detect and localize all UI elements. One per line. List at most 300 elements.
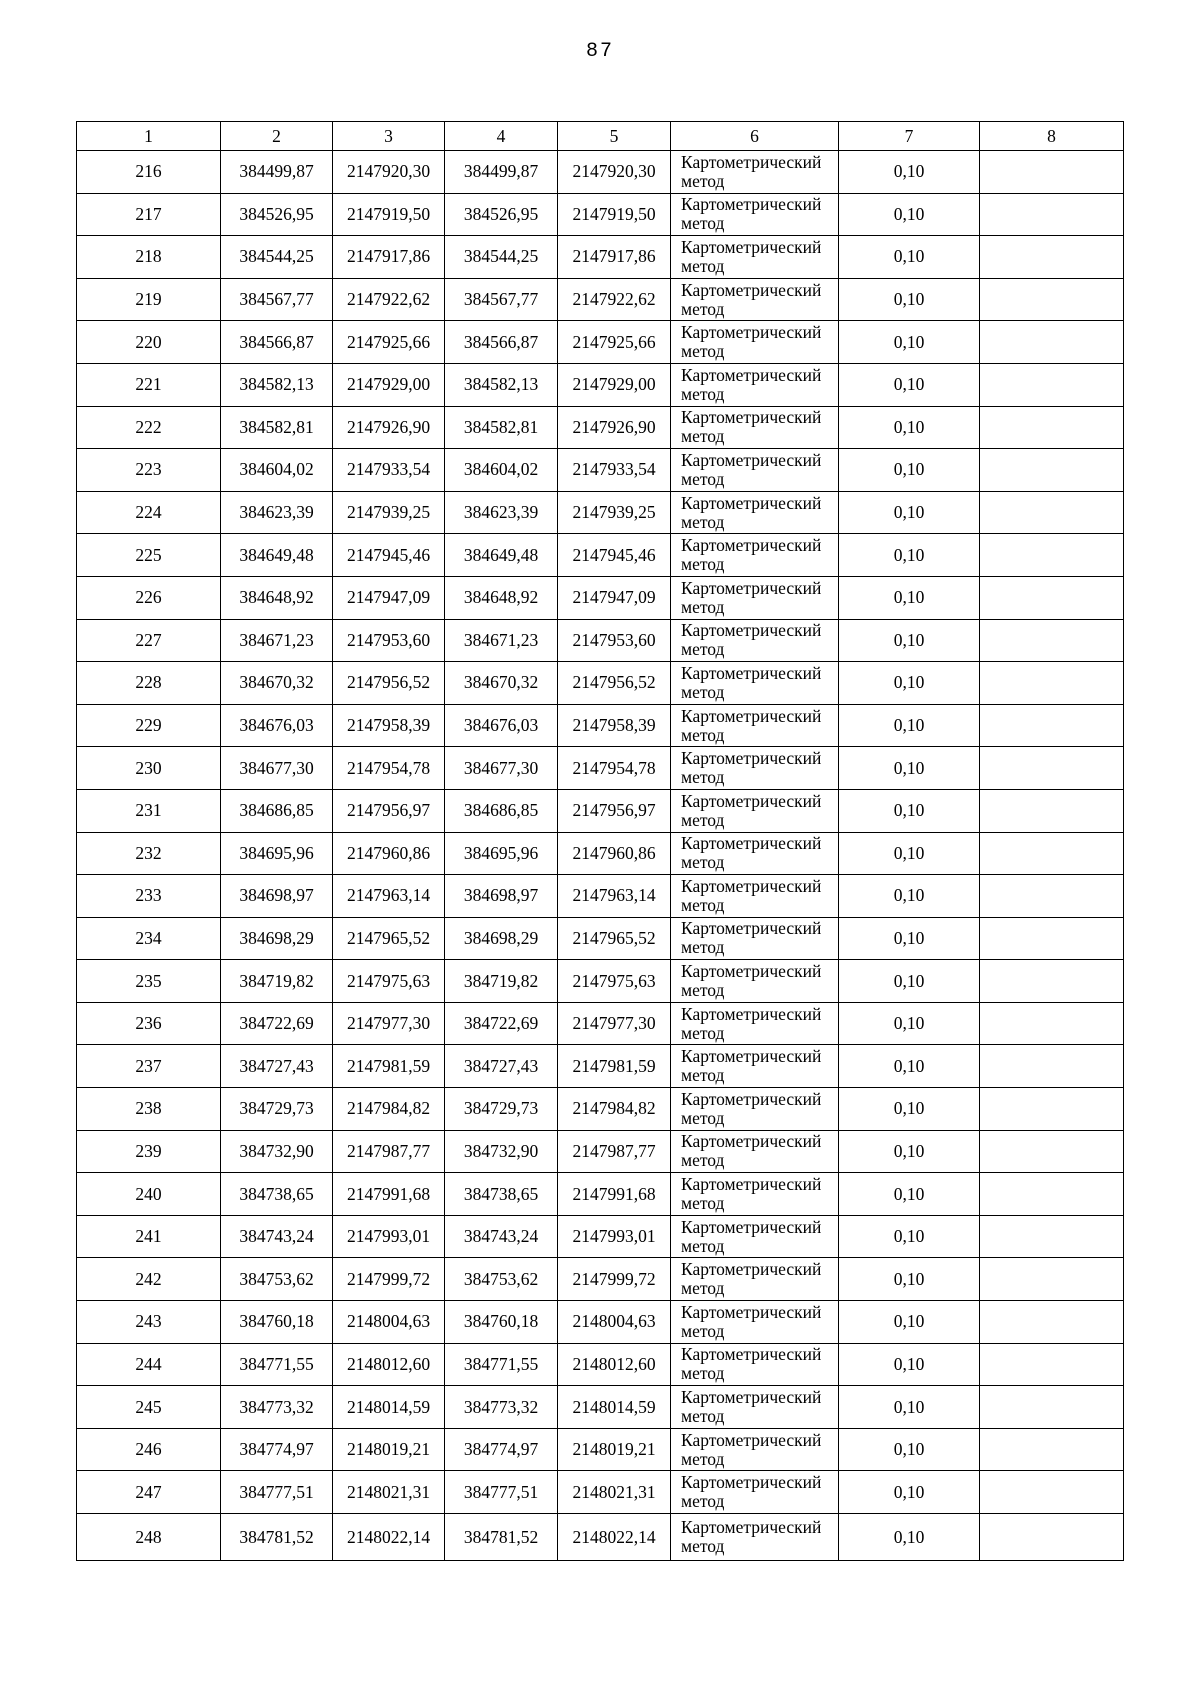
accuracy-cell: 0,10 (839, 449, 980, 492)
y-coordinate-cell: 2147920,30 (558, 151, 671, 194)
y-coordinate-cell: 2147933,54 (558, 449, 671, 492)
method-cell (671, 747, 839, 790)
y-coordinate-cell: 2147939,25 (558, 491, 671, 534)
y-coordinate-cell: 2148021,31 (333, 1471, 445, 1514)
method-text-line2: метод (681, 1193, 725, 1214)
method-cell (671, 704, 839, 747)
method-cell (671, 832, 839, 875)
method-text-line2: метод (681, 894, 725, 915)
method-text-line1: Картометрический (681, 407, 822, 428)
method-text-line1: Картометрический (681, 961, 822, 982)
y-coordinate-cell: 2148004,63 (333, 1301, 445, 1344)
x-coordinate-cell: 384760,18 (221, 1301, 333, 1344)
accuracy-cell: 0,10 (839, 151, 980, 194)
y-coordinate-cell: 2147960,86 (558, 832, 671, 875)
y-coordinate-cell: 2147953,60 (558, 619, 671, 662)
y-coordinate-cell: 2147956,97 (558, 789, 671, 832)
accuracy-cell: 0,10 (839, 1343, 980, 1386)
table-row (77, 1173, 1124, 1216)
method-text-line2: метод (681, 1406, 725, 1427)
description-cell (980, 832, 1124, 875)
table-row (77, 278, 1124, 321)
description-cell (980, 789, 1124, 832)
y-coordinate-cell: 2147947,09 (333, 576, 445, 619)
accuracy-cell: 0,10 (839, 875, 980, 918)
y-coordinate-cell: 2148012,60 (558, 1343, 671, 1386)
method-text-line2: метод (681, 170, 725, 191)
point-number-cell: 220 (77, 321, 221, 364)
description-cell (980, 619, 1124, 662)
x-coordinate-cell: 384582,81 (445, 406, 558, 449)
method-cell (671, 576, 839, 619)
table-body (77, 151, 1124, 1561)
method-cell (671, 1130, 839, 1173)
method-text-line2: метод (681, 1363, 725, 1384)
y-coordinate-cell: 2148014,59 (333, 1386, 445, 1429)
point-number-cell: 244 (77, 1343, 221, 1386)
description-cell (980, 960, 1124, 1003)
accuracy-cell: 0,10 (839, 491, 980, 534)
method-cell (671, 363, 839, 406)
x-coordinate-cell: 384738,65 (221, 1173, 333, 1216)
description-cell (980, 1215, 1124, 1258)
column-header: 2 (221, 122, 333, 151)
method-text-line2: метод (681, 1235, 725, 1256)
method-cell (671, 278, 839, 321)
accuracy-cell: 0,10 (839, 662, 980, 705)
method-text-line1: Картометрический (681, 662, 822, 683)
method-text-line1: Картометрический (681, 705, 822, 726)
y-coordinate-cell: 2147993,01 (558, 1215, 671, 1258)
y-coordinate-cell: 2147965,52 (333, 917, 445, 960)
accuracy-cell: 0,10 (839, 1130, 980, 1173)
point-number-cell: 219 (77, 278, 221, 321)
page-number: 87 (585, 40, 614, 63)
x-coordinate-cell: 384777,51 (445, 1471, 558, 1514)
accuracy-cell: 0,10 (839, 1045, 980, 1088)
column-header: 5 (558, 122, 671, 151)
method-text-line2: метод (681, 213, 725, 234)
method-text-line2: метод (681, 852, 725, 873)
accuracy-cell: 0,10 (839, 1514, 980, 1561)
x-coordinate-cell: 384695,96 (221, 832, 333, 875)
y-coordinate-cell: 2147999,72 (333, 1258, 445, 1301)
y-coordinate-cell: 2147975,63 (333, 960, 445, 1003)
table-row (77, 875, 1124, 918)
y-coordinate-cell: 2147965,52 (558, 917, 671, 960)
accuracy-cell: 0,10 (839, 363, 980, 406)
method-cell (671, 1343, 839, 1386)
point-number-cell: 230 (77, 747, 221, 790)
accuracy-cell: 0,10 (839, 236, 980, 279)
accuracy-cell: 0,10 (839, 619, 980, 662)
x-coordinate-cell: 384623,39 (445, 491, 558, 534)
method-cell (671, 1471, 839, 1514)
method-text-line2: метод (681, 383, 725, 404)
method-text-line1: Картометрический (681, 535, 822, 556)
method-text-line1: Картометрический (681, 1472, 822, 1493)
accuracy-cell: 0,10 (839, 278, 980, 321)
x-coordinate-cell: 384526,95 (445, 193, 558, 236)
x-coordinate-cell: 384582,13 (445, 363, 558, 406)
accuracy-cell: 0,10 (839, 1428, 980, 1471)
accuracy-cell: 0,10 (839, 1301, 980, 1344)
point-number-cell: 236 (77, 1002, 221, 1045)
table-row (77, 193, 1124, 236)
table-row (77, 1002, 1124, 1045)
x-coordinate-cell: 384686,85 (445, 789, 558, 832)
table-row (77, 1045, 1124, 1088)
x-coordinate-cell: 384566,87 (445, 321, 558, 364)
point-number-cell: 234 (77, 917, 221, 960)
method-text-line2: метод (681, 1022, 725, 1043)
point-number-cell: 231 (77, 789, 221, 832)
description-cell (980, 1130, 1124, 1173)
description-cell (980, 704, 1124, 747)
description-cell (980, 1471, 1124, 1514)
x-coordinate-cell: 384499,87 (221, 151, 333, 194)
y-coordinate-cell: 2147999,72 (558, 1258, 671, 1301)
method-text-line2: метод (681, 596, 725, 617)
description-cell (980, 662, 1124, 705)
point-number-cell: 248 (77, 1514, 221, 1561)
x-coordinate-cell: 384676,03 (445, 704, 558, 747)
y-coordinate-cell: 2148004,63 (558, 1301, 671, 1344)
point-number-cell: 217 (77, 193, 221, 236)
method-cell (671, 917, 839, 960)
description-cell (980, 278, 1124, 321)
method-text-line1: Картометрический (681, 1174, 822, 1195)
description-cell (980, 491, 1124, 534)
point-number-cell: 216 (77, 151, 221, 194)
table-row (77, 1130, 1124, 1173)
point-number-cell: 242 (77, 1258, 221, 1301)
method-text-line2: метод (681, 681, 725, 702)
y-coordinate-cell: 2147929,00 (333, 363, 445, 406)
table-row (77, 363, 1124, 406)
y-coordinate-cell: 2147954,78 (333, 747, 445, 790)
accuracy-cell: 0,10 (839, 406, 980, 449)
point-number-cell: 228 (77, 662, 221, 705)
column-header: 3 (333, 122, 445, 151)
y-coordinate-cell: 2148019,21 (558, 1428, 671, 1471)
x-coordinate-cell: 384719,82 (445, 960, 558, 1003)
y-coordinate-cell: 2147939,25 (333, 491, 445, 534)
x-coordinate-cell: 384670,32 (221, 662, 333, 705)
method-text-line1: Картометрический (681, 1344, 822, 1365)
x-coordinate-cell: 384544,25 (221, 236, 333, 279)
method-text-line1: Картометрический (681, 918, 822, 939)
table-row (77, 321, 1124, 364)
table-row (77, 1343, 1124, 1386)
accuracy-cell: 0,10 (839, 1215, 980, 1258)
column-header: 4 (445, 122, 558, 151)
method-cell (671, 449, 839, 492)
method-text-line2: метод (681, 1536, 725, 1556)
table-row (77, 662, 1124, 705)
x-coordinate-cell: 384582,13 (221, 363, 333, 406)
description-cell (980, 1258, 1124, 1301)
method-text-line1: Картометрический (681, 1517, 822, 1537)
y-coordinate-cell: 2147991,68 (558, 1173, 671, 1216)
accuracy-cell: 0,10 (839, 917, 980, 960)
method-text-line1: Картометрический (681, 194, 822, 215)
x-coordinate-cell: 384648,92 (221, 576, 333, 619)
method-text-line1: Картометрический (681, 236, 822, 257)
point-number-cell: 224 (77, 491, 221, 534)
table-row (77, 1471, 1124, 1514)
accuracy-cell: 0,10 (839, 534, 980, 577)
point-number-cell: 218 (77, 236, 221, 279)
accuracy-cell: 0,10 (839, 576, 980, 619)
method-text-line2: метод (681, 341, 725, 362)
y-coordinate-cell: 2147953,60 (333, 619, 445, 662)
method-cell (671, 236, 839, 279)
point-number-cell: 241 (77, 1215, 221, 1258)
method-text-line1: Картометрический (681, 1003, 822, 1024)
table-row (77, 704, 1124, 747)
point-number-cell: 238 (77, 1088, 221, 1131)
method-text-line2: метод (681, 298, 725, 319)
table-row (77, 449, 1124, 492)
method-text-line2: метод (681, 1320, 725, 1341)
accuracy-cell: 0,10 (839, 1471, 980, 1514)
accuracy-cell: 0,10 (839, 1088, 980, 1131)
description-cell (980, 449, 1124, 492)
x-coordinate-cell: 384743,24 (445, 1215, 558, 1258)
table-row (77, 576, 1124, 619)
x-coordinate-cell: 384671,23 (221, 619, 333, 662)
point-number-cell: 232 (77, 832, 221, 875)
method-text-line1: Картометрический (681, 875, 822, 896)
x-coordinate-cell: 384771,55 (221, 1343, 333, 1386)
y-coordinate-cell: 2147977,30 (333, 1002, 445, 1045)
point-number-cell: 221 (77, 363, 221, 406)
table-row (77, 1215, 1124, 1258)
method-cell (671, 1386, 839, 1429)
x-coordinate-cell: 384774,97 (221, 1428, 333, 1471)
method-text-line1: Картометрический (681, 449, 822, 470)
x-coordinate-cell: 384777,51 (221, 1471, 333, 1514)
table-row (77, 747, 1124, 790)
x-coordinate-cell: 384582,81 (221, 406, 333, 449)
x-coordinate-cell: 384677,30 (445, 747, 558, 790)
y-coordinate-cell: 2147963,14 (558, 875, 671, 918)
x-coordinate-cell: 384732,90 (221, 1130, 333, 1173)
point-number-cell: 246 (77, 1428, 221, 1471)
y-coordinate-cell: 2147981,59 (333, 1045, 445, 1088)
x-coordinate-cell: 384719,82 (221, 960, 333, 1003)
method-text-line2: метод (681, 1107, 725, 1128)
accuracy-cell: 0,10 (839, 1258, 980, 1301)
y-coordinate-cell: 2147925,66 (558, 321, 671, 364)
point-number-cell: 237 (77, 1045, 221, 1088)
method-cell (671, 662, 839, 705)
table-row (77, 960, 1124, 1003)
y-coordinate-cell: 2147929,00 (558, 363, 671, 406)
table-row (77, 1088, 1124, 1131)
y-coordinate-cell: 2147956,52 (558, 662, 671, 705)
method-text-line2: метод (681, 1065, 725, 1086)
point-number-cell: 227 (77, 619, 221, 662)
method-text-line1: Картометрический (681, 748, 822, 769)
method-cell (671, 875, 839, 918)
x-coordinate-cell: 384567,77 (221, 278, 333, 321)
table-row (77, 406, 1124, 449)
y-coordinate-cell: 2148022,14 (333, 1514, 445, 1561)
description-cell (980, 1301, 1124, 1344)
method-text-line1: Картометрический (681, 279, 822, 300)
x-coordinate-cell: 384773,32 (221, 1386, 333, 1429)
description-cell (980, 193, 1124, 236)
table-header-row (77, 122, 1124, 151)
x-coordinate-cell: 384774,97 (445, 1428, 558, 1471)
table-row (77, 151, 1124, 194)
method-cell (671, 619, 839, 662)
x-coordinate-cell: 384727,43 (221, 1045, 333, 1088)
method-cell (671, 1002, 839, 1045)
y-coordinate-cell: 2147917,86 (558, 236, 671, 279)
method-cell (671, 491, 839, 534)
description-cell (980, 1002, 1124, 1045)
x-coordinate-cell: 384677,30 (221, 747, 333, 790)
method-cell (671, 151, 839, 194)
coordinates-table (76, 121, 1124, 1561)
x-coordinate-cell: 384695,96 (445, 832, 558, 875)
method-cell (671, 1301, 839, 1344)
accuracy-cell: 0,10 (839, 747, 980, 790)
description-cell (980, 1045, 1124, 1088)
method-text-line2: метод (681, 1448, 725, 1469)
description-cell (980, 406, 1124, 449)
method-text-line2: метод (681, 554, 725, 575)
y-coordinate-cell: 2147919,50 (558, 193, 671, 236)
method-text-line1: Картометрический (681, 833, 822, 854)
point-number-cell: 225 (77, 534, 221, 577)
x-coordinate-cell: 384738,65 (445, 1173, 558, 1216)
description-cell (980, 1428, 1124, 1471)
method-cell (671, 1428, 839, 1471)
method-text-line1: Картометрический (681, 1429, 822, 1450)
x-coordinate-cell: 384604,02 (445, 449, 558, 492)
method-cell (671, 406, 839, 449)
description-cell (980, 321, 1124, 364)
y-coordinate-cell: 2147925,66 (333, 321, 445, 364)
accuracy-cell: 0,10 (839, 193, 980, 236)
x-coordinate-cell: 384670,32 (445, 662, 558, 705)
description-cell (980, 236, 1124, 279)
x-coordinate-cell: 384781,52 (445, 1514, 558, 1561)
description-cell (980, 576, 1124, 619)
method-cell (671, 193, 839, 236)
column-header: 1 (77, 122, 221, 151)
y-coordinate-cell: 2147963,14 (333, 875, 445, 918)
table-row (77, 789, 1124, 832)
x-coordinate-cell: 384760,18 (445, 1301, 558, 1344)
table-row (77, 832, 1124, 875)
description-cell (980, 151, 1124, 194)
method-text-line1: Картометрический (681, 790, 822, 811)
y-coordinate-cell: 2147920,30 (333, 151, 445, 194)
table-row (77, 619, 1124, 662)
method-text-line2: метод (681, 426, 725, 447)
description-cell (980, 917, 1124, 960)
x-coordinate-cell: 384698,29 (221, 917, 333, 960)
y-coordinate-cell: 2147956,52 (333, 662, 445, 705)
y-coordinate-cell: 2147987,77 (558, 1130, 671, 1173)
x-coordinate-cell: 384604,02 (221, 449, 333, 492)
y-coordinate-cell: 2148022,14 (558, 1514, 671, 1561)
y-coordinate-cell: 2147926,90 (333, 406, 445, 449)
method-text-line1: Картометрический (681, 1046, 822, 1067)
method-text-line2: метод (681, 639, 725, 660)
y-coordinate-cell: 2147981,59 (558, 1045, 671, 1088)
method-text-line1: Картометрический (681, 1301, 822, 1322)
x-coordinate-cell: 384676,03 (221, 704, 333, 747)
x-coordinate-cell: 384722,69 (445, 1002, 558, 1045)
method-text-line2: метод (681, 1491, 725, 1512)
y-coordinate-cell: 2147987,77 (333, 1130, 445, 1173)
table-row (77, 491, 1124, 534)
y-coordinate-cell: 2148012,60 (333, 1343, 445, 1386)
y-coordinate-cell: 2147933,54 (333, 449, 445, 492)
y-coordinate-cell: 2147958,39 (558, 704, 671, 747)
y-coordinate-cell: 2147954,78 (558, 747, 671, 790)
x-coordinate-cell: 384649,48 (221, 534, 333, 577)
description-cell (980, 1173, 1124, 1216)
y-coordinate-cell: 2147958,39 (333, 704, 445, 747)
point-number-cell: 233 (77, 875, 221, 918)
y-coordinate-cell: 2147984,82 (333, 1088, 445, 1131)
y-coordinate-cell: 2147947,09 (558, 576, 671, 619)
column-header: 8 (980, 122, 1124, 151)
y-coordinate-cell: 2147960,86 (333, 832, 445, 875)
description-cell (980, 363, 1124, 406)
table-row (77, 236, 1124, 279)
point-number-cell: 235 (77, 960, 221, 1003)
table-row (77, 1258, 1124, 1301)
method-text-line2: метод (681, 980, 725, 1001)
method-cell (671, 1045, 839, 1088)
method-text-line2: метод (681, 937, 725, 958)
point-number-cell: 226 (77, 576, 221, 619)
y-coordinate-cell: 2147922,62 (333, 278, 445, 321)
method-text-line2: метод (681, 255, 725, 276)
x-coordinate-cell: 384771,55 (445, 1343, 558, 1386)
y-coordinate-cell: 2147977,30 (558, 1002, 671, 1045)
method-cell (671, 321, 839, 364)
method-text-line1: Картометрический (681, 577, 822, 598)
method-cell (671, 1215, 839, 1258)
x-coordinate-cell: 384671,23 (445, 619, 558, 662)
y-coordinate-cell: 2147919,50 (333, 193, 445, 236)
y-coordinate-cell: 2148019,21 (333, 1428, 445, 1471)
y-coordinate-cell: 2147993,01 (333, 1215, 445, 1258)
y-coordinate-cell: 2147945,46 (333, 534, 445, 577)
method-text-line1: Картометрический (681, 322, 822, 343)
x-coordinate-cell: 384753,62 (445, 1258, 558, 1301)
x-coordinate-cell: 384773,32 (445, 1386, 558, 1429)
x-coordinate-cell: 384743,24 (221, 1215, 333, 1258)
x-coordinate-cell: 384753,62 (221, 1258, 333, 1301)
x-coordinate-cell: 384567,77 (445, 278, 558, 321)
method-text-line1: Картометрический (681, 492, 822, 513)
column-header: 6 (671, 122, 839, 151)
point-number-cell: 223 (77, 449, 221, 492)
method-cell (671, 1173, 839, 1216)
y-coordinate-cell: 2148021,31 (558, 1471, 671, 1514)
method-text-line2: метод (681, 767, 725, 788)
